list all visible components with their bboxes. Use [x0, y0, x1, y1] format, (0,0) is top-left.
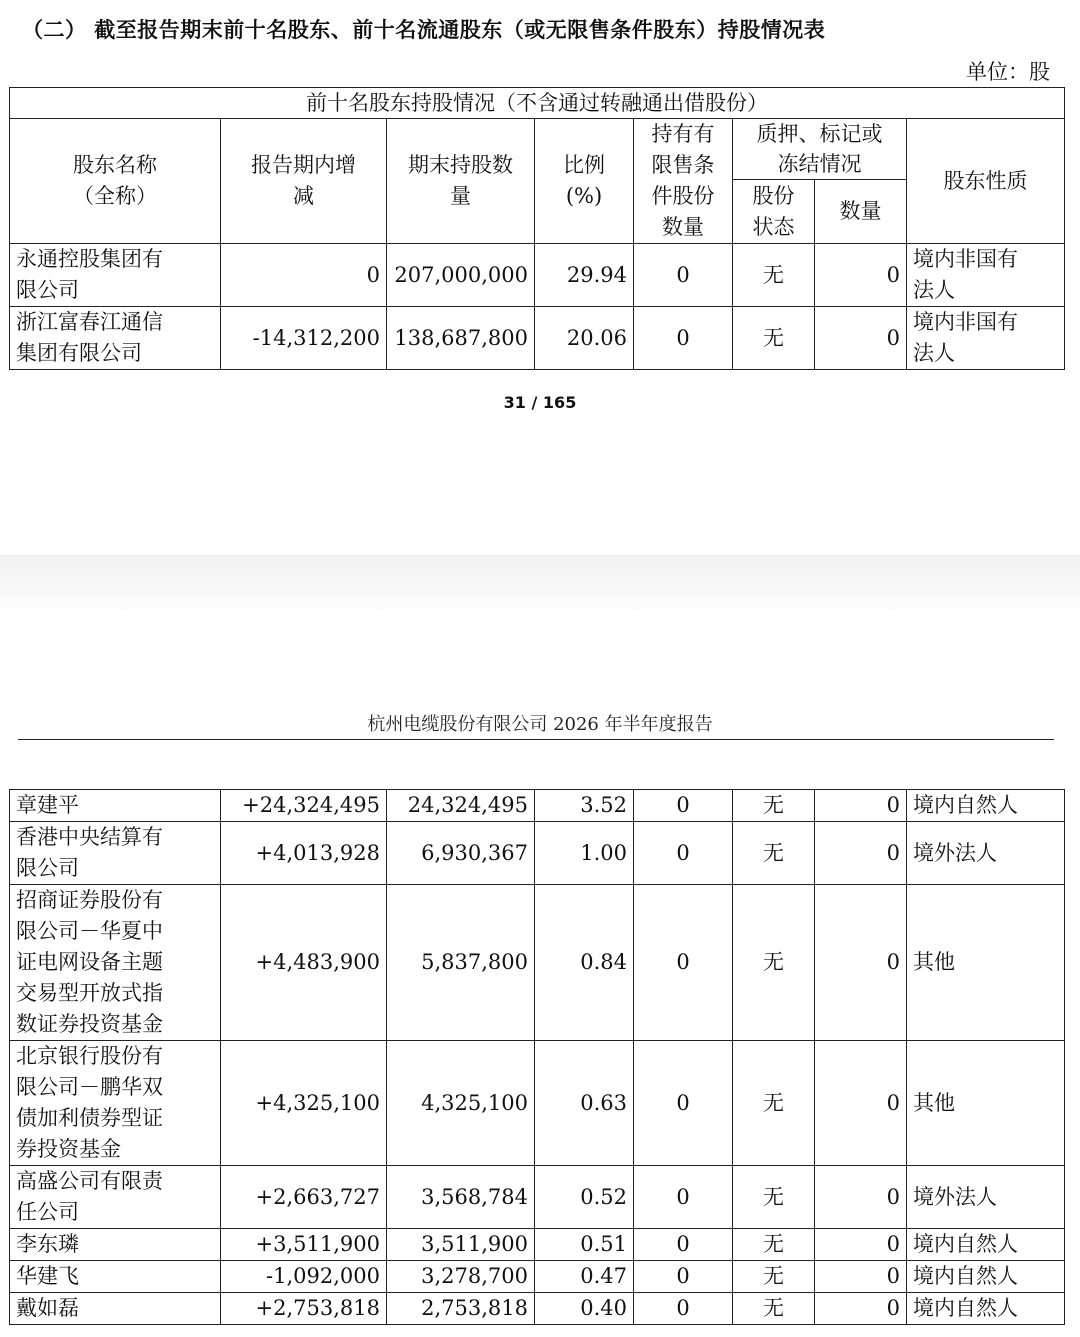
cell-text-line: 数证券投资基金	[16, 1012, 163, 1036]
cell-quantity: 0	[815, 1261, 907, 1293]
table-row	[10, 1166, 1065, 1229]
cell-text-line: 浙江富春江通信	[16, 310, 163, 334]
table-caption: 前十名股东持股情况（不含通过转融通出借股份）	[10, 88, 1065, 119]
cell-text-line: 高盛公司有限责	[16, 1169, 163, 1193]
cell-period-change: +4,483,900	[221, 885, 387, 1041]
header-share-state: 股份 状态	[733, 180, 815, 244]
cell-shareholder-name	[10, 822, 221, 885]
cell-shareholder-nature	[907, 790, 1065, 822]
cell-text-line: 限公司	[16, 856, 79, 880]
page-gap	[0, 555, 1080, 610]
header-rule	[18, 739, 1054, 740]
cell-shareholder-name	[10, 790, 221, 822]
cell-text-line: 债加利债券型证	[16, 1106, 163, 1130]
cell-shareholder-nature	[907, 822, 1065, 885]
header-period-change: 报告期内增 减	[221, 119, 387, 244]
table-row	[10, 822, 1065, 885]
header-quantity: 数量	[815, 180, 907, 244]
cell-text-line: 戴如磊	[16, 1296, 79, 1320]
cell-restricted-shares: 0	[634, 1293, 733, 1325]
cell-shareholder-name	[10, 1293, 221, 1325]
cell-shares-held: 4,325,100	[387, 1041, 535, 1166]
cell-shareholder-nature	[907, 885, 1065, 1041]
cell-restricted-shares: 0	[634, 307, 733, 370]
cell-shareholder-name	[10, 244, 221, 307]
cell-ratio: 0.40	[535, 1293, 634, 1325]
cell-text-line: 境外法人	[913, 1184, 997, 1209]
cell-ratio: 3.52	[535, 790, 634, 822]
table-row	[10, 1261, 1065, 1293]
table-row	[10, 885, 1065, 1041]
cell-shareholder-name	[10, 1261, 221, 1293]
shareholder-table-part2	[9, 789, 1065, 1325]
cell-shareholder-nature	[907, 244, 1065, 307]
cell-share-state: 无	[733, 1229, 815, 1261]
cell-shareholder-name	[10, 1041, 221, 1166]
cell-shareholder-name	[10, 1166, 221, 1229]
cell-shares-held: 2,753,818	[387, 1293, 535, 1325]
cell-period-change: +4,325,100	[221, 1041, 387, 1166]
cell-quantity: 0	[815, 244, 907, 307]
cell-text-line: 境内自然人	[913, 1296, 1018, 1320]
cell-period-change: +3,511,900	[221, 1229, 387, 1261]
cell-text-line: 境内非国有	[913, 310, 1018, 334]
cell-text-line: 境内非国有	[913, 247, 1018, 271]
running-header: 杭州电缆股份有限公司 2026 年半年度报告	[367, 714, 713, 735]
table-row	[10, 244, 1065, 307]
cell-quantity: 0	[815, 822, 907, 885]
cell-quantity: 0	[815, 885, 907, 1041]
header-pledge-status: 质押、标记或 冻结情况	[733, 119, 907, 180]
cell-text-line: 券投资基金	[16, 1137, 121, 1161]
cell-share-state: 无	[733, 885, 815, 1041]
header-ratio: 比例 (%)	[535, 119, 634, 244]
unit-label: 单位：股	[966, 60, 1050, 84]
cell-shareholder-name	[10, 885, 221, 1041]
cell-text-line: 华建飞	[16, 1264, 79, 1288]
cell-text-line: 限公司	[16, 278, 79, 302]
cell-restricted-shares: 0	[634, 1041, 733, 1166]
table-row	[10, 1229, 1065, 1261]
cell-share-state: 无	[733, 1041, 815, 1166]
cell-share-state: 无	[733, 1261, 815, 1293]
table-row	[10, 1293, 1065, 1325]
cell-text-line: 限公司－华夏中	[16, 919, 163, 943]
cell-quantity: 0	[815, 790, 907, 822]
cell-quantity: 0	[815, 1229, 907, 1261]
cell-quantity: 0	[815, 1166, 907, 1229]
cell-period-change: -1,092,000	[221, 1261, 387, 1293]
cell-shareholder-nature	[907, 1166, 1065, 1229]
cell-shareholder-name	[10, 1229, 221, 1261]
cell-shareholder-nature	[907, 307, 1065, 370]
cell-ratio: 0.84	[535, 885, 634, 1041]
cell-shares-held: 138,687,800	[387, 307, 535, 370]
cell-restricted-shares: 0	[634, 822, 733, 885]
cell-ratio: 20.06	[535, 307, 634, 370]
cell-text-line: 集团有限公司	[16, 341, 142, 365]
cell-text-line: 李东璘	[16, 1232, 79, 1256]
cell-restricted-shares: 0	[634, 885, 733, 1041]
cell-restricted-shares: 0	[634, 244, 733, 307]
cell-ratio: 0.63	[535, 1041, 634, 1166]
cell-shares-held: 5,837,800	[387, 885, 535, 1041]
table-row	[10, 1041, 1065, 1166]
cell-period-change: +24,324,495	[221, 790, 387, 822]
cell-text-line: 境外法人	[913, 840, 997, 865]
section-heading: （二） 截至报告期末前十名股东、前十名流通股东（或无限售条件股东）持股情况表	[22, 18, 826, 42]
cell-restricted-shares: 0	[634, 790, 733, 822]
table-row	[10, 307, 1065, 370]
cell-text-line: 法人	[913, 341, 955, 365]
cell-period-change: +2,663,727	[221, 1166, 387, 1229]
cell-text-line: 章建平	[16, 793, 79, 817]
cell-period-change: -14,312,200	[221, 307, 387, 370]
cell-text-line: 永通控股集团有	[16, 247, 163, 271]
page-number: 31 / 165	[503, 393, 577, 412]
cell-text-line: 限公司－鹏华双	[16, 1075, 163, 1099]
cell-share-state: 无	[733, 1293, 815, 1325]
cell-ratio: 1.00	[535, 822, 634, 885]
cell-text-line: 证电网设备主题	[16, 950, 163, 974]
header-restricted-shares: 持有有 限售条 件股份 数量	[634, 119, 733, 244]
cell-shares-held: 3,568,784	[387, 1166, 535, 1229]
cell-text-line: 其他	[913, 950, 955, 974]
cell-text-line: 境内自然人	[913, 793, 1018, 817]
cell-shareholder-nature	[907, 1261, 1065, 1293]
cell-period-change: 0	[221, 244, 387, 307]
cell-period-change: +2,753,818	[221, 1293, 387, 1325]
cell-text-line: 北京银行股份有	[16, 1044, 163, 1068]
cell-share-state: 无	[733, 1166, 815, 1229]
cell-quantity: 0	[815, 1041, 907, 1166]
cell-shares-held: 6,930,367	[387, 822, 535, 885]
cell-ratio: 0.47	[535, 1261, 634, 1293]
cell-text-line: 其他	[913, 1090, 955, 1115]
shareholder-table-part1	[9, 87, 1065, 370]
cell-text-line: 任公司	[16, 1200, 79, 1224]
table-row	[10, 790, 1065, 822]
cell-shares-held: 3,278,700	[387, 1261, 535, 1293]
cell-restricted-shares: 0	[634, 1229, 733, 1261]
cell-text-line: 香港中央结算有	[16, 825, 163, 849]
header-shareholder-nature: 股东性质	[907, 119, 1065, 244]
cell-text-line: 境内自然人	[913, 1264, 1018, 1288]
cell-restricted-shares: 0	[634, 1166, 733, 1229]
cell-share-state: 无	[733, 822, 815, 885]
cell-share-state: 无	[733, 244, 815, 307]
cell-shareholder-nature	[907, 1041, 1065, 1166]
cell-share-state: 无	[733, 790, 815, 822]
cell-shares-held: 3,511,900	[387, 1229, 535, 1261]
cell-text-line: 法人	[913, 278, 955, 302]
cell-text-line: 境内自然人	[913, 1232, 1018, 1256]
cell-ratio: 29.94	[535, 244, 634, 307]
cell-ratio: 0.51	[535, 1229, 634, 1261]
header-shares-held: 期末持股数 量	[387, 119, 535, 244]
cell-shareholder-nature	[907, 1293, 1065, 1325]
cell-ratio: 0.52	[535, 1166, 634, 1229]
cell-quantity: 0	[815, 307, 907, 370]
cell-quantity: 0	[815, 1293, 907, 1325]
cell-share-state: 无	[733, 307, 815, 370]
cell-shareholder-nature	[907, 1229, 1065, 1261]
cell-text-line: 交易型开放式指	[16, 981, 163, 1005]
cell-shareholder-name	[10, 307, 221, 370]
cell-period-change: +4,013,928	[221, 822, 387, 885]
cell-shares-held: 207,000,000	[387, 244, 535, 307]
cell-restricted-shares: 0	[634, 1261, 733, 1293]
header-shareholder-name: 股东名称 （全称）	[10, 119, 221, 244]
cell-shares-held: 24,324,495	[387, 790, 535, 822]
cell-text-line: 招商证券股份有	[16, 888, 163, 912]
